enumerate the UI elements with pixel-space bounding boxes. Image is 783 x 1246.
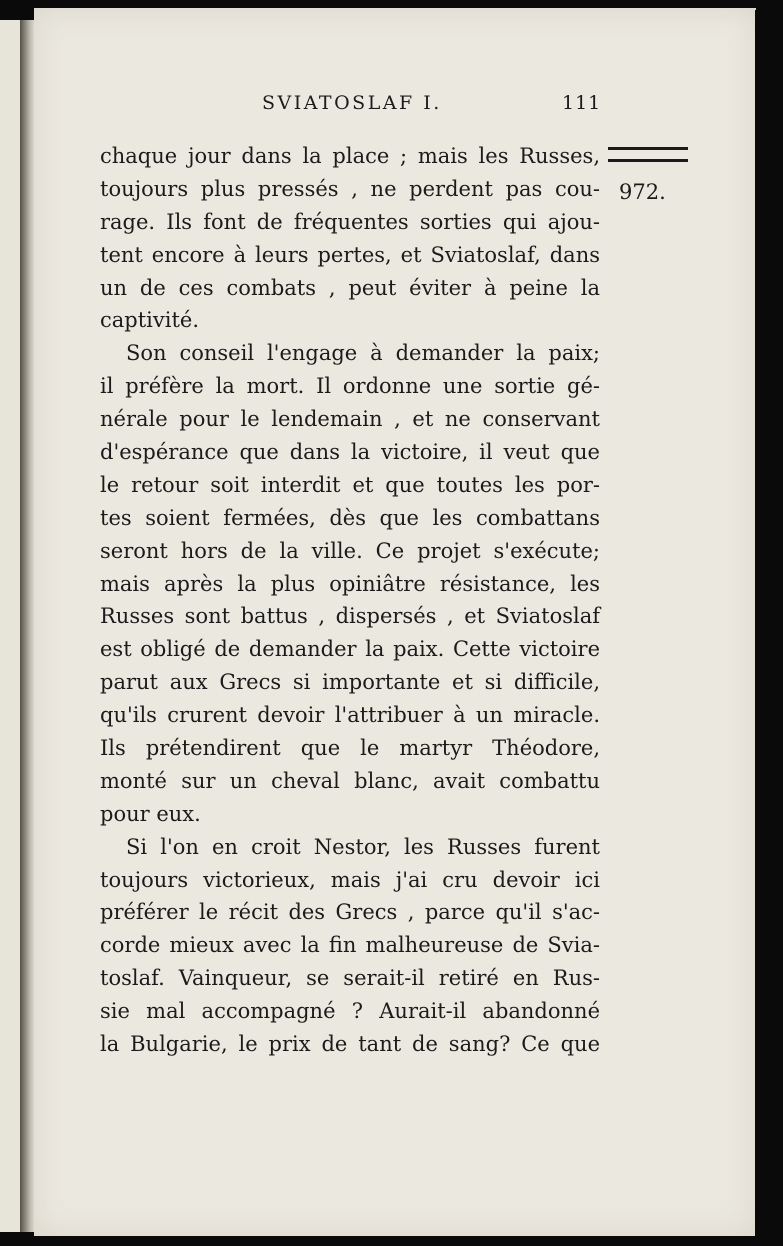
text-line: captivité. bbox=[100, 308, 200, 333]
running-title: SVIATOSLAF I. bbox=[262, 92, 442, 114]
text-line: nérale pour le lendemain , et ne conservant bbox=[100, 407, 600, 432]
text-line: préférer le récit des Grecs , parce qu'il s'ac- bbox=[100, 900, 600, 925]
text-line: Russes sont battus , dispersés , et Sviatoslaf bbox=[100, 604, 600, 629]
text-line: est obligé de demander la paix. Cette victoire bbox=[100, 637, 600, 662]
body-text bbox=[100, 140, 600, 1061]
text-line: toslaf. Vainqueur, se serait-il retiré en Rus- bbox=[100, 966, 600, 991]
text-line: Si l'on en croit Nestor, les Russes furent bbox=[126, 834, 600, 859]
text-line: seront hors de la ville. Ce projet s'exécute; bbox=[100, 538, 600, 563]
text-line: le retour soit interdit et que toutes les por- bbox=[100, 472, 600, 497]
text-line: tes soient fermées, dès que les combattans bbox=[100, 505, 600, 530]
text-line: chaque jour dans la place ; mais les Russes, bbox=[100, 144, 600, 168]
text-line: mais après la plus opiniâtre résistance, les bbox=[100, 571, 600, 596]
book-page bbox=[34, 8, 756, 1236]
text-line: Ils prétendirent que le martyr Théodore, bbox=[100, 736, 600, 761]
text-line: il préfère la mort. Il ordonne une sortie gé- bbox=[100, 374, 600, 399]
text-line: corde mieux avec la fin malheureuse de Svia- bbox=[100, 933, 600, 958]
page-number: 111 bbox=[562, 92, 602, 114]
text-line: un de ces combats , peut éviter à peine la bbox=[100, 275, 600, 300]
text-line: toujours plus pressés , ne perdent pas cou- bbox=[100, 176, 600, 201]
text-line: Son conseil l'engage à demander la paix; bbox=[126, 341, 600, 366]
text-line: qu'ils crurent devoir l'attribuer à un miracle. bbox=[100, 703, 600, 728]
text-line: la Bulgarie, le prix de tant de sang? Ce que bbox=[100, 1032, 600, 1057]
text-line: monté sur un cheval blanc, avait combattu bbox=[100, 768, 600, 793]
facing-page-edge bbox=[0, 20, 22, 1232]
text-line: pour eux. bbox=[100, 801, 201, 826]
text-line: tent encore à leurs pertes, et Sviatoslaf, dans bbox=[100, 242, 600, 267]
text-line: d'espérance que dans la victoire, il veut que bbox=[100, 440, 600, 465]
text-line: rage. Ils font de fréquentes sorties qui ajou- bbox=[100, 209, 600, 234]
text-line: sie mal accompagné ? Aurait-il abandonné bbox=[100, 999, 600, 1024]
page-edge-shadow bbox=[755, 10, 783, 1236]
text-line: toujours victorieux, mais j'ai cru devoir ici bbox=[100, 867, 600, 892]
margin-year: 972. bbox=[619, 180, 666, 204]
margin-rule bbox=[608, 147, 688, 162]
text-line: parut aux Grecs si importante et si difficile, bbox=[100, 670, 600, 695]
